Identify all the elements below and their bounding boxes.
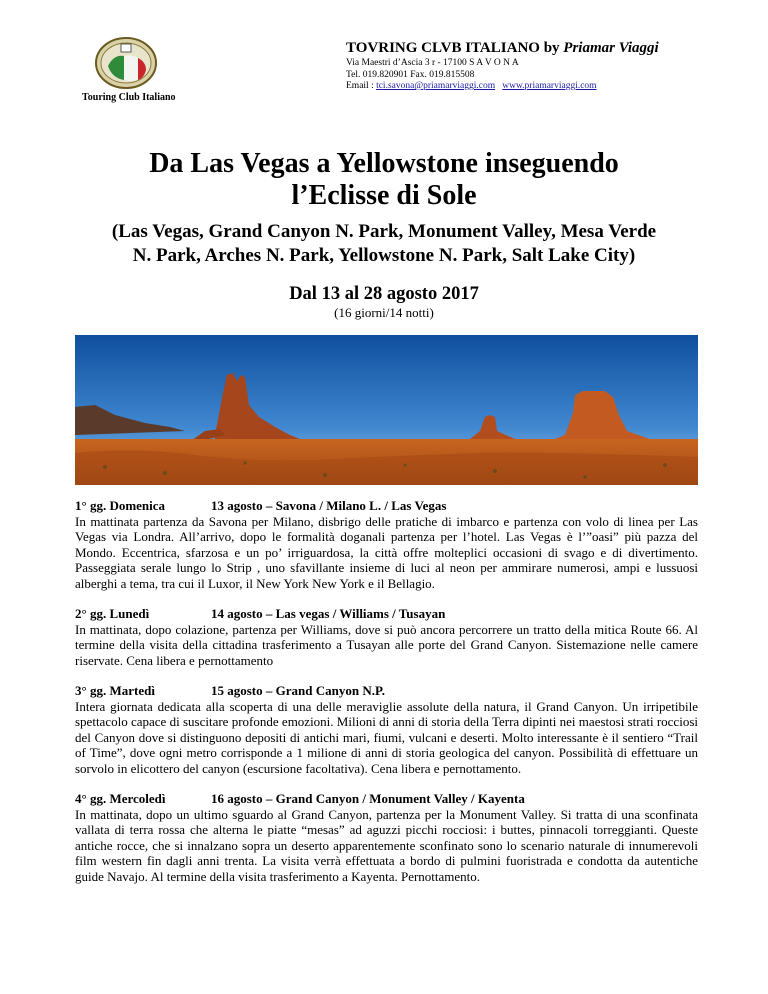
itinerary-day-4 — [75, 791, 698, 884]
day-heading — [75, 791, 698, 807]
email-label: Email : — [346, 81, 377, 91]
org-partner: Priamar Viaggi — [563, 40, 659, 56]
letterhead — [0, 0, 768, 110]
email-line — [346, 81, 597, 93]
title-line-1: Da Las Vegas a Yellowstone inseguendo — [149, 148, 619, 179]
itinerary-day-2 — [75, 606, 698, 668]
itinerary-day-3 — [75, 683, 698, 776]
subtitle-line-2: N. Park, Arches N. Park, Yellowstone N. Park, Salt Lake City) — [132, 245, 636, 266]
monument-valley-photo — [75, 335, 698, 485]
destinations-subtitle — [0, 220, 768, 268]
page-title — [0, 148, 768, 212]
day-number: 3° gg. Martedì — [75, 683, 155, 698]
travel-dates: Dal 13 al 28 agosto 2017 — [289, 284, 479, 304]
day-description: In mattinata, dopo colazione, partenza per Williams, dove si può ancora percorrere un tratto della mitica Route 66. Al termine della visita della cittadina trasferimento a Tusayan alle porte del Grand Canyon. Sistemazione nelle camere riservate. Cena libera e pernottamento — [75, 621, 698, 668]
day-route: 16 agosto – Grand Canyon / Monument Valley / Kayenta — [211, 791, 525, 806]
website-link[interactable]: www.priamarviaggi.com — [502, 81, 597, 91]
day-route: 14 agosto – Las vegas / Williams / Tusayan — [211, 606, 446, 621]
day-description: Intera giornata dedicata alla scoperta di una delle meraviglie assolute della natura, il Grand Canyon. Un irripetibile spettacolo capace di suscitare profonde emozioni. Milioni di anni di storia della Terra dipinti nei maestosi strati rocciosi del Canyon dove si distinguono depositi di antichi mari, fiumi, vulcani e deserti. Molto interessante è il sentiero “Trail of Time”, dove ogni metro corrisponde a 1 milione di anni di storia geologica del canyon. Possibilità di effettuare un sorvolo in elicottero del canyon (escursione facoltativa). Cena libera e pernottamento. — [75, 698, 698, 776]
day-heading — [75, 498, 698, 514]
day-description: In mattinata partenza da Savona per Milano, disbrigo delle pratiche di imbarco e partenza con volo di linea per Las Vegas via Londra. All’arrivo, dopo le formalità doganali partenza per l’hotel. Las Vegas è l’”oasi” più pazza del Mondo. Eccentrica, sfarzosa e un po’ irriguardosa, la città offre molteplici occasioni di svago e di divertimento. Passeggiata serale lungo lo Strip , uno sfavillante insieme di luci al neon per ammirare numerosi, ampi e lussuosi alberghi a tema, tra cui il Luxor, il New York New York e il Bellagio. — [75, 513, 698, 591]
travel-duration: (16 giorni/14 notti) — [334, 305, 434, 320]
phone-line: Tel. 019.820901 Fax. 019.815508 — [346, 69, 475, 80]
day-heading — [75, 683, 698, 699]
day-number: 2° gg. Lunedì — [75, 606, 150, 621]
day-route: 15 agosto – Grand Canyon N.P. — [211, 683, 385, 698]
contact-block — [346, 58, 597, 93]
day-number: 4° gg. Mercoledì — [75, 791, 166, 806]
day-route: 13 agosto – Savona / Milano L. / Las Vegas — [211, 498, 447, 513]
email-link[interactable]: tci.savona@priamarviaggi.com — [376, 81, 496, 91]
logo-caption: Touring Club Italiano — [82, 92, 176, 103]
title-line-2: l’Eclisse di Sole — [291, 180, 477, 211]
day-heading — [75, 606, 698, 622]
subtitle-line-1: (Las Vegas, Grand Canyon N. Park, Monument Valley, Mesa Verde — [111, 221, 657, 242]
day-number: 1° gg. Domenica — [75, 498, 166, 513]
address-line: Via Maestri d’Ascia 3 r - 17100 S A V O N A — [346, 58, 519, 68]
itinerary — [75, 498, 698, 899]
touring-club-logo — [94, 36, 158, 90]
organization-name — [346, 40, 659, 57]
org-name-text: TOVRING CLVB ITALIANO by — [346, 40, 564, 56]
itinerary-day-1 — [75, 498, 698, 591]
day-description: In mattinata, dopo un ultimo sguardo al Grand Canyon, partenza per la Monument Valley. Si tratta di una sconfinata vallata di terra rossa che alterna le piatte “mesas” ad aguzzi picchi rocciosi: i buttes, pinnacoli torreggianti. Queste antiche rocce, che si innalzano sopra un deserto apparentemente sconfinato sono lo scenario naturale di innumerevoli film western fin dagli anni trenta. La visita verrà effettuata a bordo di pulmini fuoristrada e condotta da autentiche guide Navajo. Al termine della visita trasferimento a Kayenta. Pernottamento. — [75, 806, 698, 884]
